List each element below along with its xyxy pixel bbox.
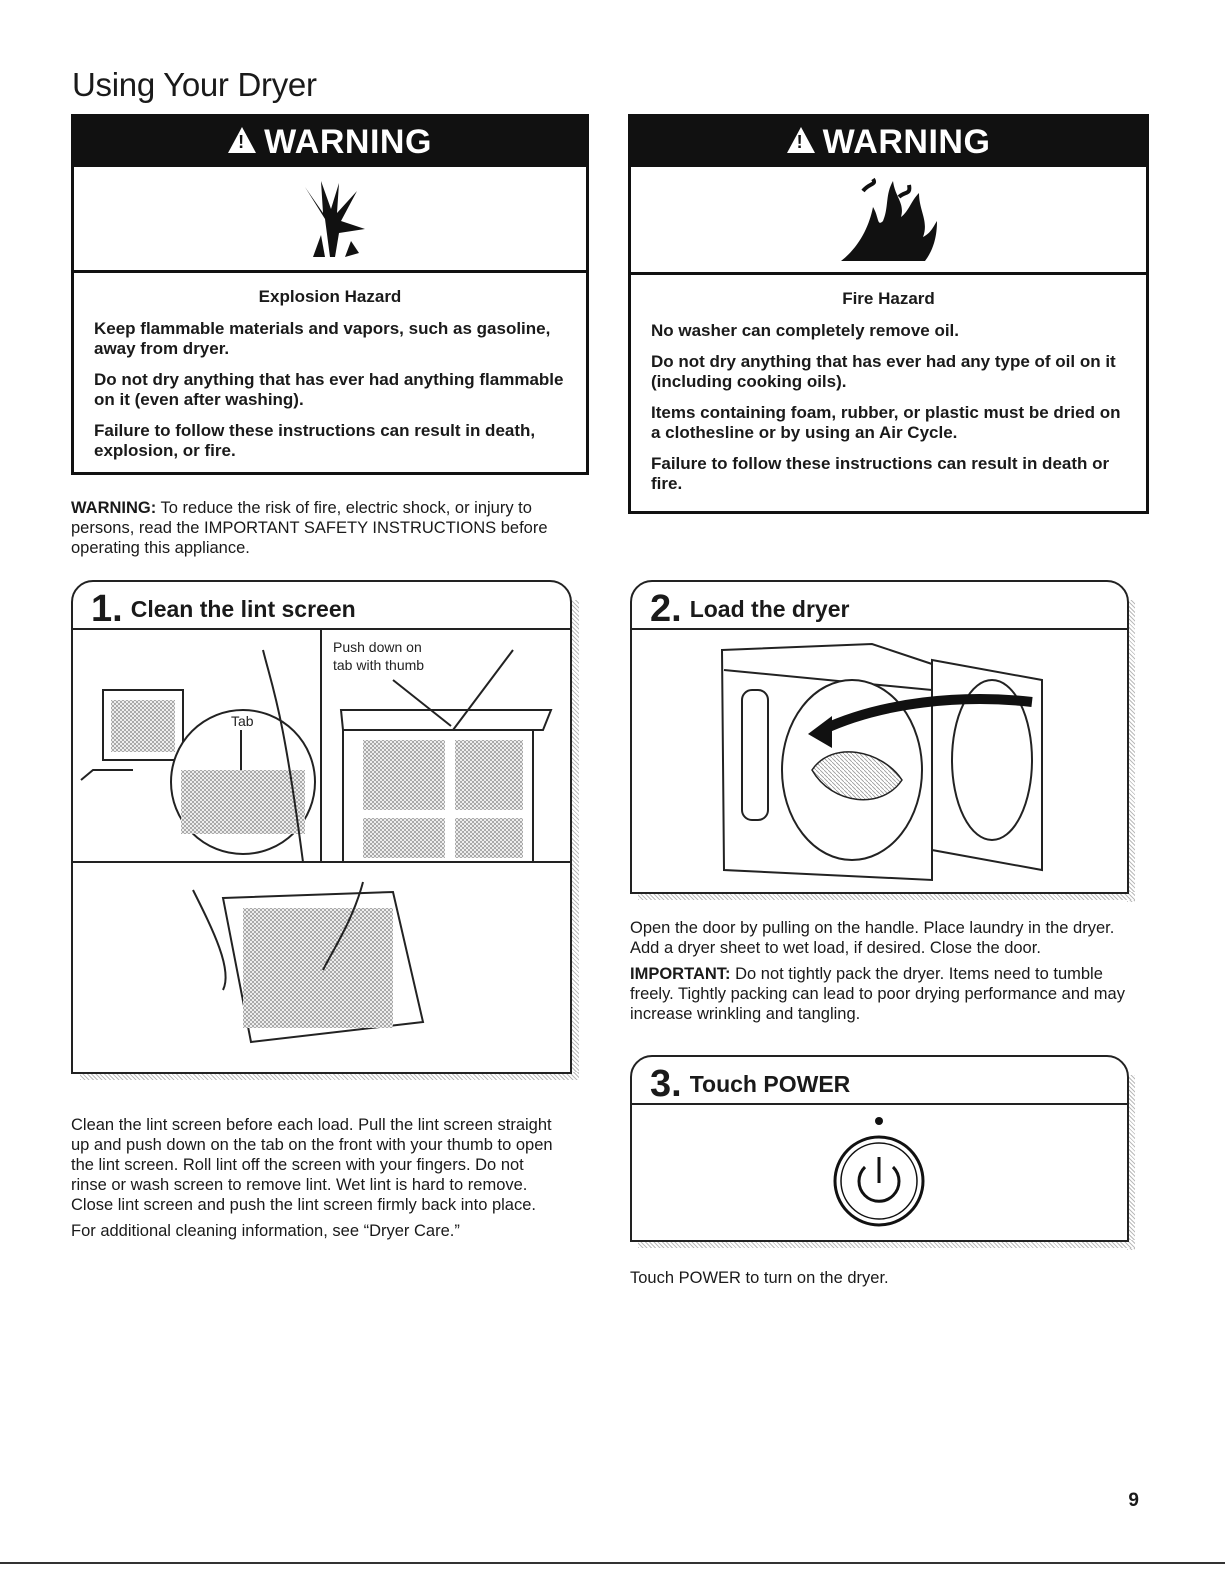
push-callout-line1: Push down on xyxy=(333,639,422,655)
step-1-text xyxy=(71,1115,561,1241)
hazard-title: Fire Hazard xyxy=(842,289,935,308)
explosion-icon xyxy=(295,179,365,259)
warning-box-right xyxy=(628,114,1149,514)
step-3-title xyxy=(632,1057,1127,1105)
warning-triangle-icon xyxy=(787,127,815,153)
warning-triangle-icon xyxy=(228,127,256,153)
fire-icon xyxy=(839,177,939,263)
warning-header-label: WARNING xyxy=(822,122,991,161)
warning-line: Keep flammable materials and vapors, such as gasoline, away from dryer. xyxy=(94,319,551,358)
warning-line: Failure to follow these instructions can result in death, explosion, or fire. xyxy=(94,421,536,460)
hazard-title: Explosion Hazard xyxy=(258,287,402,306)
warning-header xyxy=(74,117,586,167)
step-number: 3. xyxy=(650,1063,682,1105)
step-title-label: Load the dryer xyxy=(689,596,850,622)
step-2-title xyxy=(632,582,1127,630)
step-2-panel xyxy=(630,580,1129,894)
dryer-loading-illustration xyxy=(632,630,1127,890)
warning-box-left xyxy=(71,114,589,475)
important-note xyxy=(630,964,1135,1024)
step-2-text xyxy=(630,918,1135,1024)
warning-line: Failure to follow these instructions can result in death or fire. xyxy=(651,454,1110,493)
step1-shadow xyxy=(571,600,579,1080)
step-number: 1. xyxy=(91,588,123,630)
page-number: 9 xyxy=(1128,1490,1139,1511)
explosion-icon-area xyxy=(74,167,586,273)
warning-note-label: WARNING: xyxy=(71,499,157,517)
warning-line: Do not dry anything that has ever had anything flammable on it (even after washing). xyxy=(94,370,564,409)
warning-header xyxy=(631,117,1146,167)
warning-body xyxy=(74,273,586,461)
step-paragraph: For additional cleaning information, see “Dryer Care.” xyxy=(71,1222,460,1240)
step-3-panel xyxy=(630,1055,1129,1242)
warning-line: Do not dry anything that has ever had any type of oil on it (including cooking oils). xyxy=(651,352,1116,391)
push-callout-line2: tab with thumb xyxy=(333,657,425,673)
step-paragraph: Clean the lint screen before each load. Pull the lint screen straight up and push down on the tab on the front with your thumb to open the lint screen. Roll lint off the screen with your fingers. Do not rinse or wash screen to remove lint. Wet lint is hard to remove. Close lint screen and push the lint screen firmly back into place. xyxy=(71,1116,553,1214)
warning-body xyxy=(631,275,1146,494)
warning-header-label: WARNING xyxy=(264,122,432,161)
step-1-title xyxy=(73,582,570,630)
power-button-illustration xyxy=(632,1105,1127,1238)
step-paragraph: Open the door by pulling on the handle. Place laundry in the dryer. Add a dryer sheet to wet load, if desired. Close the door. xyxy=(630,919,1115,957)
fire-icon-area xyxy=(631,167,1146,275)
warning-note xyxy=(71,498,591,558)
step-number: 2. xyxy=(650,588,682,630)
lint-screen-illustration xyxy=(73,630,570,1070)
important-text: Do not tightly pack the dryer. Items need to tumble freely. Tightly packing can lead to poor drying performance and may increase wrinkling and tangling. xyxy=(630,965,1125,1023)
bottom-rule xyxy=(0,1562,1225,1564)
step-3-text: Touch POWER to turn on the dryer. xyxy=(630,1269,889,1287)
warning-note-text: To reduce the risk of fire, electric shock, or injury to persons, read the IMPORTANT SAFETY INSTRUCTIONS before operating this appliance. xyxy=(71,499,548,557)
tab-callout: Tab xyxy=(231,713,254,729)
warning-line: Items containing foam, rubber, or plastic must be dried on a clothesline or by using an Air Cycle. xyxy=(651,403,1121,442)
step-1-panel xyxy=(71,580,572,1074)
step-title-label: Touch POWER xyxy=(689,1071,851,1097)
important-label: IMPORTANT: xyxy=(630,965,731,983)
warning-line: No washer can completely remove oil. xyxy=(651,321,960,340)
page-title: Using Your Dryer xyxy=(72,66,317,103)
step-title-label: Clean the lint screen xyxy=(130,596,356,622)
